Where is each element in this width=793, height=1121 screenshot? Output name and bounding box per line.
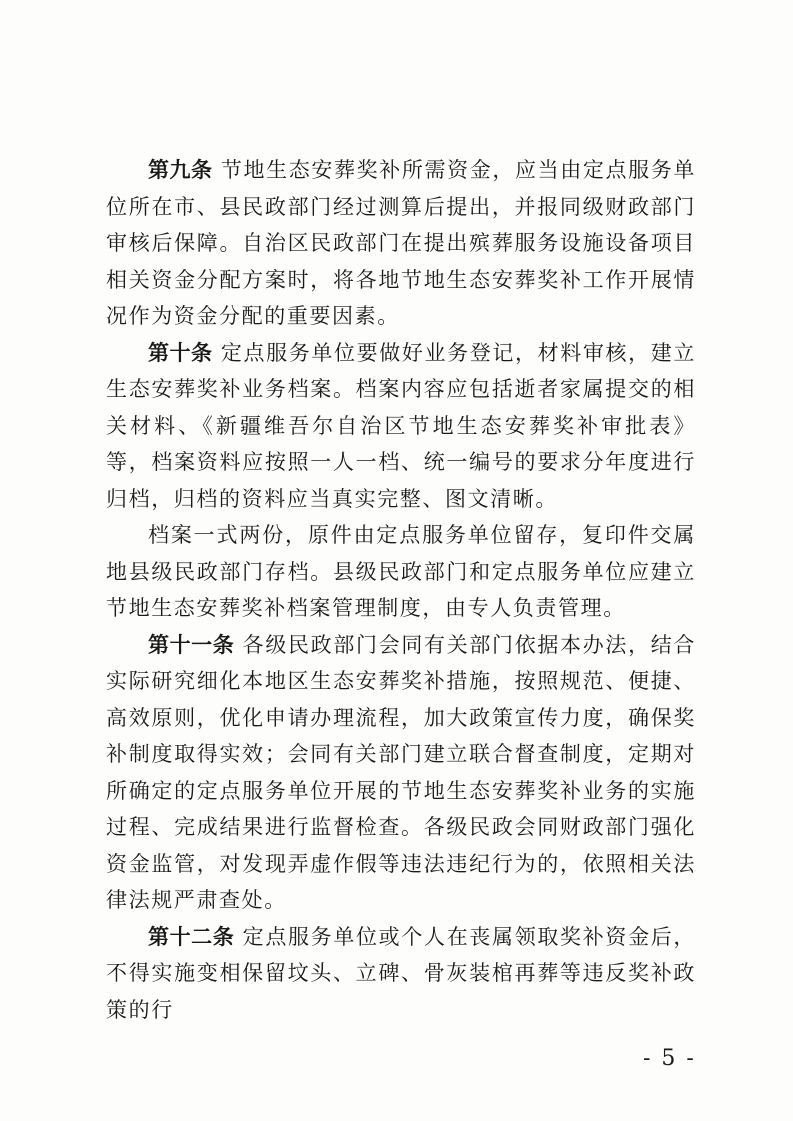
article-12-label: 第十二条 (148, 924, 235, 949)
article-10-label: 第十条 (148, 340, 213, 365)
archive-text: 档案一式两份，原件由定点服务单位留存，复印件交属地县级民政部门存档。县级民政部门和定点服务单位应建立节地生态安葬奖补档案管理制度，由专人负责管理。 (106, 523, 696, 620)
article-12-text: 定点服务单位或个人在丧属领取奖补资金后，不得实施变相保留坟头、立碑、骨灰装棺再葬等违反奖补政策的行 (106, 924, 697, 1022)
article-10-paragraph (106, 335, 696, 518)
archive-paragraph (106, 517, 696, 627)
article-10-text: 定点服务单位要做好业务登记，材料审核，建立生态安葬奖补业务档案。档案内容应包括逝者家属提交的相关材料、《新疆维吾尔自治区节地生态安葬奖补审批表》等，档案资料应按照一人一档、统一编号的要求分年度进行归档，归档的资料应当真实完整、图文清晰。 (106, 340, 696, 511)
page-number: - 5 - (643, 1046, 696, 1071)
article-11-text: 各级民政部门会同有关部门依据本办法，结合实际研究细化本地区生态安葬奖补措施，按照规范、便捷、高效原则，优化申请办理流程，加大政策宣传力度，确保奖补制度取得实效；会同有关部门建立联合督查制度，定期对所确定的定点服务单位开展的节地生态安葬奖补业务的实施过程、完成结果进行监督检查。各级民政会同财政部门强化资金监管，对发现弄虚作假等违法违纪行为的，依照相关法律法规严肃查处。 (106, 632, 697, 912)
article-11-label: 第十一条 (148, 632, 235, 657)
article-9-label: 第九条 (148, 158, 213, 182)
article-11-paragraph (106, 627, 696, 919)
document-body (106, 152, 696, 1028)
article-12-paragraph (106, 919, 696, 1029)
article-9-paragraph (106, 152, 696, 335)
article-9-text: 节地生态安葬奖补所需资金，应当由定点服务单位所在市、县民政部门经过测算后提出，并报同级财政部门审核后保障。自治区民政部门在提出殡葬服务设施设备项目相关资金分配方案时，将各地节地生态安葬奖补工作开展情况作为资金分配的重要因素。 (106, 158, 696, 328)
